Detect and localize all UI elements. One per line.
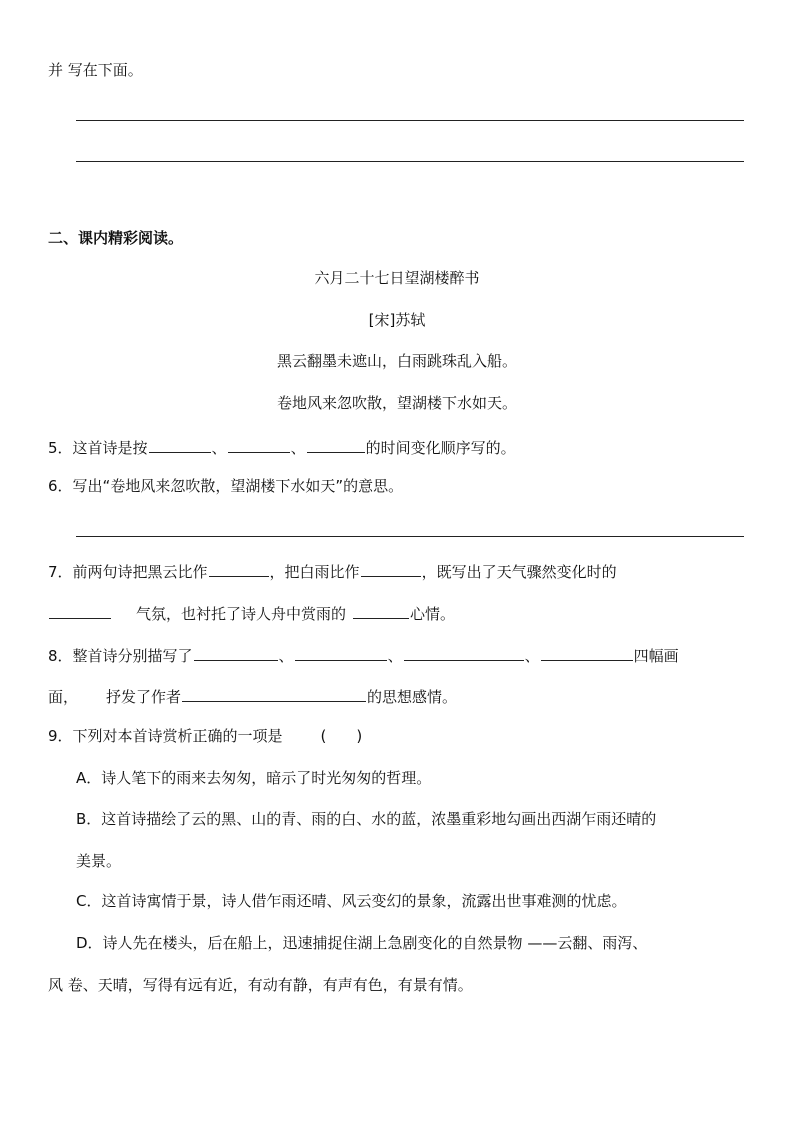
q5-blank-3[interactable]	[307, 438, 365, 453]
q5-text-b: 的时间变化顺序写的。	[365, 439, 516, 457]
q5-sep-1: 、	[211, 439, 227, 457]
q8-blank-4[interactable]	[541, 646, 633, 661]
q9-stem: 9．下列对本首诗赏析正确的一项是	[48, 727, 283, 745]
q7-text-e: 心情。	[410, 605, 456, 623]
section-heading: 二、课内精彩阅读。	[48, 229, 184, 247]
q9-option-b-line-2: 美景。	[76, 852, 122, 870]
q7-text-c: ，既写出了天气骤然变化时的	[421, 563, 617, 581]
q9-option-a[interactable]: A．诗人笔下的雨来去匆匆，暗示了时光匆匆的哲理。	[76, 769, 432, 787]
answer-line-q4-2[interactable]	[76, 161, 744, 162]
q7-blank-4[interactable]	[353, 604, 409, 619]
q8-sep-3: 、	[524, 647, 540, 665]
question-6: 6．写出“卷地风来忽吹散，望湖楼下水如天”的意思。	[48, 477, 404, 495]
q4-continuation: 并 写在下面。	[48, 61, 143, 79]
q7-text-b: ，把白雨比作	[269, 563, 360, 581]
q8-text-e: 的思想感情。	[367, 688, 458, 706]
question-7-line-2	[48, 604, 455, 622]
poem-title: 六月二十七日望湖楼醉书	[314, 269, 480, 287]
q7-blank-1[interactable]	[209, 562, 269, 577]
q8-sep-1: 、	[278, 647, 294, 665]
answer-line-q4-1[interactable]	[76, 120, 744, 121]
q5-blank-1[interactable]	[149, 438, 211, 453]
question-9-stem	[48, 729, 362, 744]
q8-blank-2[interactable]	[295, 646, 387, 661]
q9-answer-paren[interactable]: ( )	[320, 727, 363, 745]
answer-line-q6[interactable]	[76, 536, 744, 537]
q7-blank-2[interactable]	[361, 562, 421, 577]
q8-text-d: 抒发了作者	[106, 688, 182, 706]
q7-blank-3[interactable]	[49, 604, 111, 619]
q8-blank-1[interactable]	[194, 646, 278, 661]
poem-line-1: 黑云翻墨未遮山，白雨跳珠乱入船。	[276, 352, 517, 370]
question-8-line-2	[48, 687, 457, 705]
q8-blank-5[interactable]	[182, 687, 366, 702]
q7-text-a: 7．前两句诗把黑云比作	[48, 563, 208, 581]
q7-text-d: 气氛，也衬托了诗人舟中赏雨的	[136, 605, 347, 623]
poem-line-2: 卷地风来忽吹散，望湖楼下水如天。	[276, 394, 517, 412]
poem-author: [宋]苏轼	[368, 311, 426, 329]
q9-option-b-line-1[interactable]: B．这首诗描绘了云的黑、山的青、雨的白、水的蓝，浓墨重彩地勾画出西湖乍雨还晴的	[76, 810, 657, 828]
q8-sep-2: 、	[387, 647, 403, 665]
question-8-line-1	[48, 646, 679, 664]
q5-text-a: 5．这首诗是按	[48, 439, 148, 457]
q9-option-d-line-2: 风 卷、天晴，写得有远有近，有动有静，有声有色，有景有情。	[48, 976, 473, 994]
q5-blank-2[interactable]	[228, 438, 290, 453]
question-5	[48, 438, 516, 456]
q8-text-a: 8．整首诗分别描写了	[48, 647, 193, 665]
q8-text-c: 面，	[48, 688, 79, 706]
q5-sep-2: 、	[290, 439, 306, 457]
question-7-line-1	[48, 562, 617, 580]
q9-option-d-line-1[interactable]: D．诗人先在楼头，后在船上，迅速捕捉住湖上急剧变化的自然景物 ——云翻、雨泻、	[76, 934, 648, 952]
q8-text-b: 四幅画	[633, 647, 679, 665]
q9-option-c[interactable]: C．这首诗寓情于景，诗人借乍雨还晴、风云变幻的景象，流露出世事难测的忧虑。	[76, 892, 627, 910]
q8-blank-3[interactable]	[404, 646, 524, 661]
